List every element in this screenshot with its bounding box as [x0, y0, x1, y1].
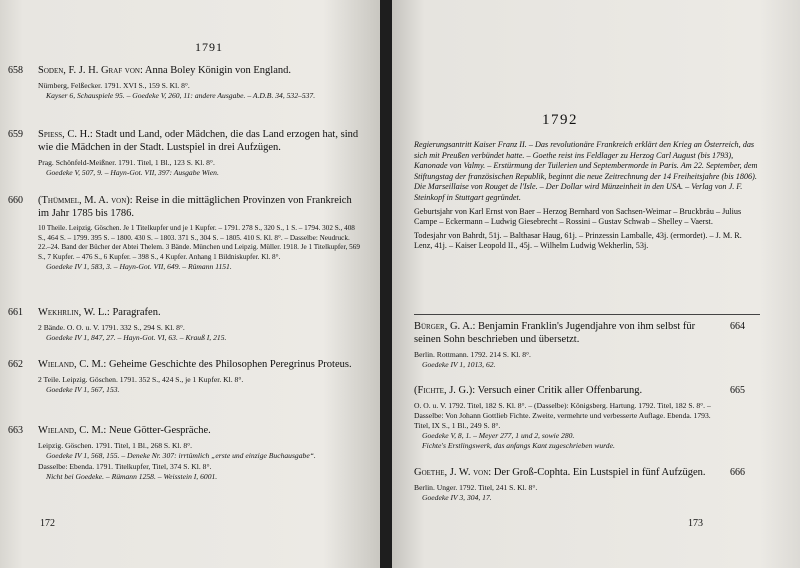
entry-title	[414, 320, 714, 346]
entry-number: 666	[730, 467, 745, 478]
running-head: 1791	[195, 40, 223, 54]
entry-number: 661	[8, 307, 23, 318]
entry-note: Fichte's Erstlingswerk, das anfangs Kant zugeschrieben wurde.	[422, 441, 615, 450]
entry-title	[414, 466, 714, 479]
entry-detail: 10 Theile. Leipzig. Göschen. Je 1 Titelkupfer und je 1 Kupfer. – 1791. 278 S., 320 S., 1 S. – 1794. 302 S., 408 S., 464 S. – 1799. 395 S. – 1800. 430 S. – 1803. 371 S., 304 S. – 1805. 410 S. Kl. 8°. – Dasselbe: Neudruck. 22.–24. Band der Bücher der Abtei Thelem. 3 Bände. München und Leipzig. Müller. 1918. Je 1 Titelkupfer, 569 S., 7 Kupfer. – 476 S., 6 Kupfer. – 398 S., 4 Kupfer. Anhang 1 Bildniskupfer. Kl. 8°.	[38, 224, 360, 261]
entry-number: 660	[8, 195, 23, 206]
history-events: Regierungsantritt Kaiser Franz II. – Das revolutionäre Frankreich erklärt den Krieg an Österreich, das sich mit Preußen verbündet hatte. – Goethe reist ins Feldlager zu Herzog Carl August (bis 1793), Kanonade von Valmy. – Erstürmung der Tuilerien und Septembermorde in Paris. Am 22. September, dem Stiftungstag der französischen Republik, beginnt die neue Zeitrechnung der 14 Freiheitsjahre (bis 1806). Die Marseillaise von Rouget de l'Isle. – Der Dollar wird Münzeinheit in den USA. – Verlag von J. F. Steinkopf in Stuttgart gegründet.	[414, 140, 758, 202]
entry-note: Goedeke IV 1, 568, 155. – Deneke Nr. 307: irrtümlich „erste und einzige Buchausgabe“.	[46, 451, 316, 460]
entry-note: Goedeke IV 1, 583, 3. – Hayn-Got. VII, 649. – Rümann 1151.	[46, 262, 232, 272]
entry-title	[38, 128, 364, 154]
entry-number: 663	[8, 425, 23, 436]
history-deaths: Todesjahr von Bahrdt, 51j. – Balthasar Haug, 61j. – Prinzessin Lamballe, 43j. (ermordet). – J. M. R. Lenz, 41j. – Kaiser Leopold II., 45j. – Wilhelm Ludwig Wekherlin, 53j.	[414, 230, 742, 251]
entry-detail: Dasselbe: Ebenda. 1791. Titelkupfer, Titel, 374 S. Kl. 8°.	[38, 462, 212, 471]
entry-note: Goedeke IV 1, 567, 153.	[46, 385, 120, 394]
entry-author: Goethe, J. W. von:	[414, 467, 492, 478]
entry-author: Wieland, C. M.:	[38, 425, 107, 436]
entry-title-text: Geheime Geschichte des Philosophen Peregrinus Proteus.	[106, 359, 352, 370]
left-page	[0, 0, 380, 568]
entry-660	[8, 194, 364, 272]
entry-658	[8, 64, 364, 101]
entry-author: Wieland, C. M.:	[38, 359, 107, 370]
entry-note: Goedeke V, 507, 9. – Hayn-Got. VII, 397: Ausgabe Wien.	[46, 168, 219, 177]
entry-note: Kayser 6, Schauspiele 95. – Goedeke V, 260, 11: andere Ausgabe. – A.D.B. 34, 532–537.	[46, 91, 316, 100]
historical-summary	[414, 140, 762, 255]
entry-detail: Leipzig. Göschen. 1791. Titel, 1 Bl., 268 S. Kl. 8°.	[38, 441, 193, 450]
entry-title	[414, 384, 714, 397]
entry-note: Nicht bei Goedeke. – Rümann 1258. – Weisstein I, 6001.	[46, 472, 218, 481]
entry-title-text: Der Groß-Cophta. Ein Lustspiel in fünf Aufzügen.	[491, 467, 706, 478]
page-number: 172	[40, 518, 55, 529]
entry-author: Spiess, C. H.:	[38, 129, 93, 140]
entry-author: (Thümmel, M. A. von):	[38, 195, 133, 206]
history-births: Geburtsjahr von Karl Ernst von Baer – Herzog Bernhard von Sachsen-Weimar – Bruckbräu – Julius Campe – Eckermann – Ludwig Giesebrecht – Rossini – Gustav Schwab – Shelley – Vaerst.	[414, 206, 742, 227]
entry-title-text: Stadt und Land, oder Mädchen, die das Land erzogen hat, sind wie die Mädchen in der Stadt. Lustspiel in drei Aufzügen.	[38, 129, 359, 153]
entry-number: 665	[730, 385, 745, 396]
entry-note: Goedeke V, 8, 1. – Meyer 277, 1 und 2, sowie 280.	[422, 431, 575, 440]
book-gutter	[380, 0, 392, 568]
entry-number: 662	[8, 359, 23, 370]
entry-detail: Prag. Schönfeld-Meißner. 1791. Titel, 1 Bl., 123 S. Kl. 8°.	[38, 158, 215, 167]
entry-number: 664	[730, 321, 745, 332]
entry-author: Bürger, G. A.:	[414, 321, 476, 332]
entry-title	[38, 424, 364, 437]
entry-author: Soden, F. J. H. Graf von:	[38, 65, 143, 76]
entry-title-text: Neue Götter-Gespräche.	[106, 425, 211, 436]
entry-detail: Berlin. Unger. 1792. Titel, 241 S. Kl. 8°.	[414, 483, 538, 492]
entry-664	[414, 320, 784, 370]
entry-title	[38, 64, 364, 77]
entry-title	[38, 306, 364, 319]
entry-665	[414, 384, 784, 451]
entry-title-text: Benjamin Franklin's Jugendjahre von ihm selbst für seinen Sohn beschrieben und übersetzt.	[414, 321, 696, 345]
entry-666	[414, 466, 784, 503]
right-page	[392, 0, 800, 568]
entry-note: Goedeke IV 1, 847, 27. – Hayn-Got. VI, 63. – Krauß I, 215.	[46, 333, 227, 342]
entry-title-text: Paragrafen.	[109, 307, 161, 318]
entry-author: (Fichte, J. G.):	[414, 385, 476, 396]
entry-663	[8, 424, 364, 482]
entry-title-text: Versuch einer Critik aller Offenbarung.	[475, 385, 643, 396]
entry-note: Goedeke IV 1, 1013, 62.	[422, 360, 496, 369]
entry-number: 659	[8, 129, 23, 140]
entry-note: Goedeke IV 3, 304, 17.	[422, 493, 492, 502]
entry-detail: O. O. u. V. 1792. Titel, 182 S. Kl. 8°. – (Dasselbe): Königsberg. Hartung. 1792. Titel, 182 S. 8°. – Dasselbe: Von Johann Gottlieb Fichte. Zweite, vermehrte und verbesserte Auflage. Ebenda. 1793. Titel, IX S., 1 Bl., 249 S. 8°.	[414, 401, 711, 430]
entry-title-text: Anna Boley Königin von England.	[142, 65, 292, 76]
entry-detail: 2 Teile. Leipzig. Göschen. 1791. 352 S., 424 S., je 1 Kupfer. Kl. 8°.	[38, 375, 244, 384]
page-number: 173	[688, 518, 703, 529]
entry-author: Wekhrlin, W. L.:	[38, 307, 110, 318]
entry-title	[38, 194, 364, 220]
year-heading: 1792	[542, 112, 578, 128]
entry-detail: Nürnberg, Felßecker. 1791. XVI S., 159 S. Kl. 8°.	[38, 81, 190, 90]
section-divider	[414, 314, 760, 315]
entry-title	[38, 358, 364, 371]
entry-659	[8, 128, 364, 178]
entry-title-text: Reise in die mittäglichen Provinzen von Frankreich im Jahr 1785 bis 1786.	[38, 195, 352, 219]
entry-661	[8, 306, 364, 343]
entry-detail: 2 Bände. O. O. u. V. 1791. 332 S., 294 S. Kl. 8°.	[38, 323, 185, 332]
entry-662	[8, 358, 364, 395]
entry-number: 658	[8, 65, 23, 76]
entry-detail: Berlin. Rottmann. 1792. 214 S. Kl. 8°.	[414, 350, 531, 359]
